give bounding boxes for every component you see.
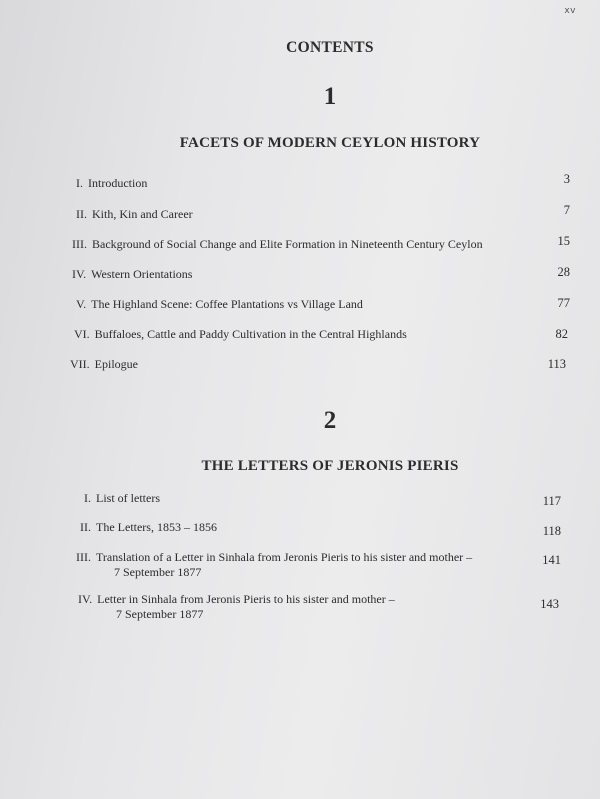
page-number: xv [564,6,576,16]
entry-title: The Highland Scene: Coffee Plantations vs Village Land [91,297,363,311]
entry-number: IV. [78,592,93,606]
entry-number: III. [76,550,91,564]
entry-title: Epilogue [94,357,138,371]
entry-number: VI. [74,327,90,341]
entry-title: Introduction [88,176,148,190]
entry-number: V. [76,297,87,311]
entry-number: III. [72,237,87,251]
entry-page: 118 [542,524,561,538]
entry-page: 15 [557,234,570,248]
contents-title: CONTENTS [286,39,374,56]
toc-entry [80,519,217,535]
entry-number: VII. [70,357,90,371]
entry-page: 3 [563,172,570,186]
entry-page: 7 [563,203,570,217]
entry-title: Background of Social Change and Elite Formation in Nineteenth Century Ceylon [92,237,483,251]
entry-title: Letter in Sinhala from Jeronis Pieris to his sister and mother – [97,592,395,606]
entry-page: 28 [557,265,570,279]
entry-title: The Letters, 1853 – 1856 [96,520,217,534]
entry-title-continuation: 7 September 1877 [116,607,204,621]
toc-entry [76,549,472,565]
toc-entry [72,266,192,282]
part-2-number: 2 [323,407,337,434]
entry-page: 82 [555,327,568,341]
toc-entry [74,326,407,342]
toc-entry [76,175,147,191]
entry-page: 77 [557,296,570,310]
part-1-title: FACETS OF MODERN CEYLON HISTORY [179,135,481,151]
entry-number: II. [76,207,87,221]
toc-entry [70,356,138,372]
entry-title: Translation of a Letter in Sinhala from Jeronis Pieris to his sister and mother – [96,550,473,564]
toc-entry [76,296,363,312]
part-2-title: THE LETTERS OF JERONIS PIERIS [201,458,459,474]
entry-number: IV. [72,267,87,281]
entry-title: Kith, Kin and Career [92,207,193,221]
toc-entry [72,236,483,252]
entry-number: I. [76,176,83,190]
entry-number: I. [84,491,91,505]
entry-page: 143 [540,597,559,611]
entry-title: List of letters [96,491,160,505]
entry-page: 117 [542,494,561,508]
entry-number: II. [80,520,91,534]
toc-entry [78,591,395,607]
toc-entry [76,206,193,222]
entry-page: 141 [542,553,561,567]
entry-title: Western Orientations [91,267,193,281]
part-1-number: 1 [323,83,337,110]
toc-entry [84,490,160,506]
entry-title: Buffaloes, Cattle and Paddy Cultivation in the Central Highlands [94,327,407,341]
entry-page: 113 [547,357,566,371]
entry-title-continuation: 7 September 1877 [114,565,202,579]
